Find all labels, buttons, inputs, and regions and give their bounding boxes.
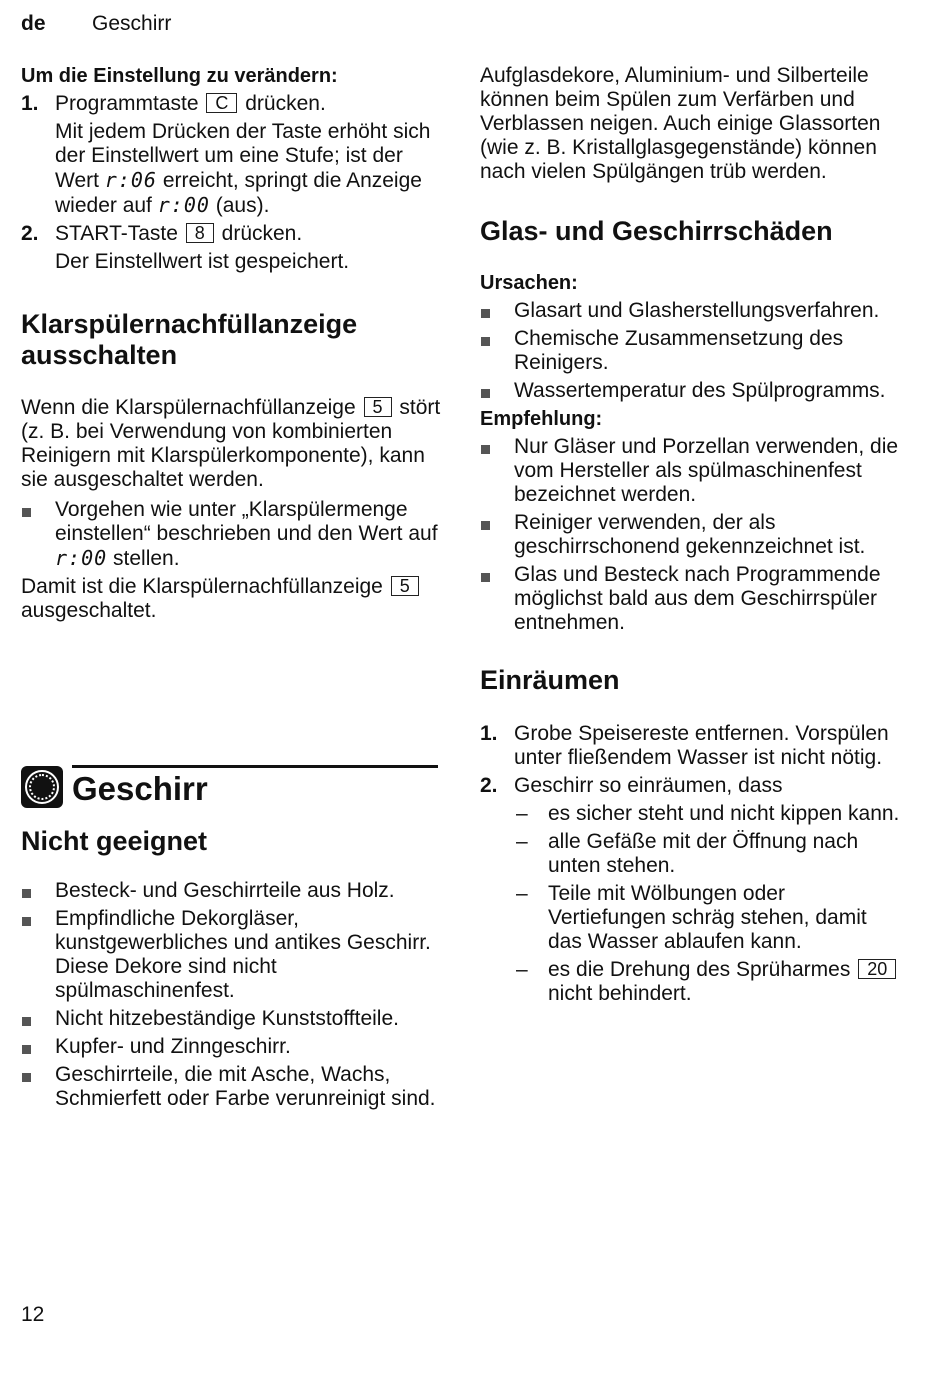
page-header — [21, 12, 172, 36]
dash-icon: – — [516, 830, 528, 853]
list-item-text: Kupfer- und Zinngeschirr. — [55, 1035, 291, 1058]
ursachen-list — [480, 299, 900, 403]
empfehlung-title: Empfehlung: — [480, 408, 603, 430]
list-item — [480, 327, 900, 375]
list-item — [21, 879, 441, 903]
list-item-text: Reiniger verwenden, der als geschirrschonend gekennzeichnet ist. — [514, 511, 866, 558]
step-2 — [480, 774, 900, 1006]
step-2-detail: Der Einstellwert ist gespeichert. — [55, 250, 350, 273]
chapter-rule — [72, 765, 438, 768]
change-steps — [21, 92, 441, 274]
lcd-value: r:00 — [55, 546, 108, 570]
ursachen-title: Ursachen: — [480, 272, 578, 294]
key-20-symbol: 20 — [858, 959, 896, 979]
list-item — [480, 511, 900, 559]
right-column — [480, 64, 900, 1010]
list-item-text: Geschirrteile, die mit Asche, Wachs, Schmierfett oder Farbe verunreinigt sind. — [55, 1063, 436, 1110]
bullet-icon — [22, 1017, 31, 1026]
list-item — [21, 1035, 441, 1059]
step-2-number: 2. — [480, 774, 498, 797]
key-8-symbol: 8 — [186, 223, 214, 243]
step-2 — [21, 222, 441, 274]
bullet-icon — [22, 889, 31, 898]
list-item — [21, 1063, 441, 1111]
lcd-value: r:00 — [157, 193, 210, 217]
dash-item: – es die Drehung des Sprüharmes 20 nicht behindert. — [514, 958, 900, 1006]
section-label: Geschirr — [92, 12, 172, 35]
step-2-number: 2. — [21, 222, 39, 245]
list-item-text: Chemische Zusammensetzung des Reinigers. — [514, 327, 844, 374]
list-item-text: Empfindliche Dekorgläser, kunstgewerbliches und antikes Geschirr. Diese Dekore sind nicht spülmaschinenfest. — [55, 907, 431, 1002]
list-item-text: Nicht hitzebeständige Kunststoffteile. — [55, 1007, 399, 1030]
nicht-geeignet-list — [21, 879, 441, 1111]
step-1 — [480, 722, 900, 770]
klar-paragraph-2: Damit ist die Klarspülernachfüllanzeige 5 ausgeschaltet. — [21, 575, 441, 623]
dash-item — [514, 802, 900, 826]
key-5-symbol: 5 — [364, 397, 392, 417]
chapter-title: Geschirr — [72, 770, 208, 807]
bullet-icon — [481, 337, 490, 346]
dash-icon: – — [516, 958, 528, 981]
klar-paragraph-1: Wenn die Klarspülernachfüllanzeige 5 stört (z. B. bei Verwendung von kombinierten Reinigern mit Klarspülerkomponente), kann sie ausgeschaltet werden. — [21, 396, 441, 491]
step-1-number: 1. — [480, 722, 498, 745]
step-2-text: Geschirr so einräumen, dass — [514, 774, 783, 797]
nicht-geeignet-section — [21, 826, 441, 1115]
nicht-geeignet-heading: Nicht geeignet — [21, 826, 208, 856]
key-c-symbol: C — [206, 93, 237, 113]
step-1-text-end: drücken. — [245, 92, 326, 115]
bullet-icon — [22, 917, 31, 926]
list-item — [21, 1007, 441, 1031]
dash-item-text: alle Gefäße mit der Öffnung nach unten stehen. — [548, 830, 859, 877]
dash-icon: – — [516, 882, 528, 905]
page-number: 12 — [21, 1303, 45, 1326]
list-item-text: Besteck- und Geschirrteile aus Holz. — [55, 879, 395, 902]
change-title: Um die Einstellung zu verändern: — [21, 65, 338, 87]
bullet-icon — [481, 389, 490, 398]
list-item-text: Glas und Besteck nach Programmende möglichst bald aus dem Geschirrspüler entnehmen. — [514, 563, 881, 634]
step-1 — [21, 92, 441, 218]
empfehlung-list — [480, 435, 900, 635]
list-item: Vorgehen wie unter „Klarspülermenge einstellen“ beschrieben und den Wert auf r:00 stellen. — [21, 498, 441, 571]
dash-icon: – — [516, 802, 528, 825]
step-2-text: START-Taste — [55, 222, 178, 245]
klar-heading: Klarspülernachfüllanzeige ausschalten — [21, 309, 358, 370]
list-item — [21, 907, 441, 1003]
language-label: de — [21, 12, 46, 35]
bullet-icon — [22, 1073, 31, 1082]
bullet-icon — [481, 521, 490, 530]
einraeumen-heading: Einräumen — [480, 665, 620, 695]
list-item — [480, 379, 900, 403]
left-column — [21, 64, 441, 627]
step-1-number: 1. — [21, 92, 39, 115]
step-1-detail: Mit jedem Drücken der Taste erhöht sich der Einstellwert um eine Stufe; ist der Wert r:06 erreicht, springt die Anzeige wieder auf r:00 (aus). — [55, 120, 431, 217]
list-item — [480, 563, 900, 635]
step-2-text-end: drücken. — [221, 222, 303, 245]
list-item-text: Glasart und Glasherstellungsverfahren. — [514, 299, 880, 322]
key-5-symbol: 5 — [391, 576, 419, 596]
einraeumen-steps — [480, 722, 900, 1006]
lcd-value: r:06 — [104, 168, 157, 192]
list-item — [480, 435, 900, 507]
bullet-icon — [481, 573, 490, 582]
glas-heading: Glas- und Geschirrschäden — [480, 216, 833, 246]
list-item-text: Wassertemperatur des Spülprogramms. — [514, 379, 886, 402]
dash-list — [514, 802, 900, 954]
dishware-icon — [21, 766, 63, 808]
step-1-text: Programmtaste — [55, 92, 199, 115]
bullet-icon — [22, 508, 31, 517]
list-item-text: Nur Gläser und Porzellan verwenden, die vom Hersteller als spülmaschinenfest bezeichnet werden. — [514, 435, 899, 506]
intro-paragraph: Aufglasdekore, Aluminium- und Silberteile können beim Spülen zum Verfärben und Verblassen neigen. Auch einige Glassorten (wie z. B. Kristallglasgegenstände) können nach vielen Spülgängen trüb werden. — [480, 64, 881, 183]
dash-item-text: es sicher steht und nicht kippen kann. — [548, 802, 900, 825]
bullet-icon — [481, 445, 490, 454]
list-item — [480, 299, 900, 323]
dash-item-text: Teile mit Wölbungen oder Vertiefungen schräg stehen, damit das Wasser ablaufen kann. — [548, 882, 867, 953]
bullet-icon — [481, 309, 490, 318]
step-1-text: Grobe Speisereste entfernen. Vorspülen unter fließendem Wasser ist nicht nötig. — [514, 722, 889, 769]
dash-item — [514, 830, 900, 878]
bullet-icon — [22, 1045, 31, 1054]
dash-item — [514, 882, 900, 954]
